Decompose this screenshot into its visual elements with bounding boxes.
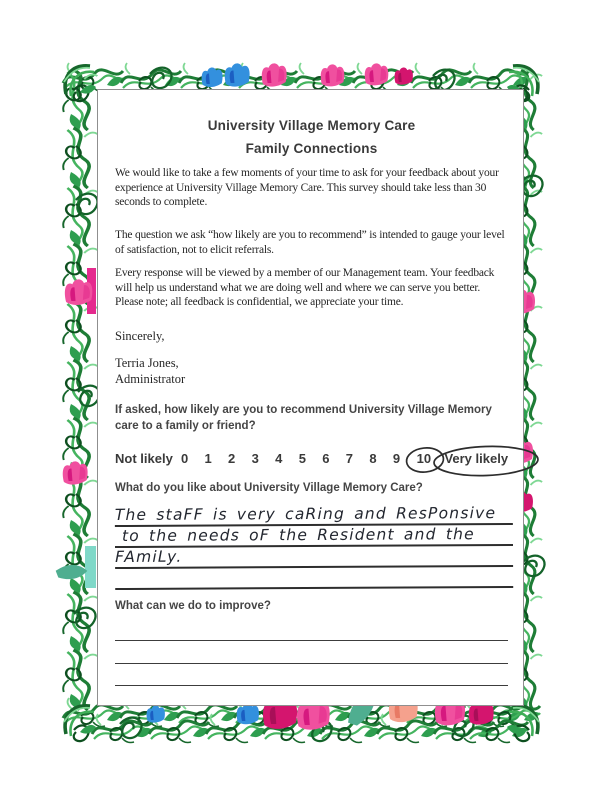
scale-value-7: 7	[345, 450, 354, 466]
scale-value-0: 0	[180, 450, 189, 466]
improve-question: What can we do to improve?	[115, 600, 271, 612]
handwritten-answer	[115, 504, 508, 590]
intro-paragraph-3: Every response will be viewed by a member of our Management team. Your feedback will help us understand what we are doing well and where we can serve you better. Please note; all feedback is confidential, we appreciate your time.	[115, 267, 495, 308]
form-title-line1: University Village Memory Care	[207, 118, 416, 133]
survey-form-panel	[97, 89, 524, 706]
scale-value-5: 5	[298, 450, 306, 466]
scale-value-6: 6	[322, 450, 330, 466]
scale-value-8: 8	[369, 450, 377, 466]
scale-value-3: 3	[251, 450, 259, 466]
administrator-name: Terria Jones,	[115, 356, 179, 370]
intro-paragraph-2: The question we ask “how likely are you to recommend” is intended to gauge your level of satisfaction, not to elicit referrals.	[115, 229, 505, 256]
like-question: What do you like about University Village Memory Care?	[115, 482, 423, 494]
scale-value-10-circled: 10	[415, 451, 432, 466]
closing-name-role	[115, 355, 508, 387]
intro-paragraph-1: We would like to take a few moments of your time to ask for your feedback about your experience at University Village Memory Care. This survey should take less than 30 seconds to complete.	[115, 167, 499, 208]
handwritten-line-3: FAmiLy.	[115, 546, 513, 569]
form-title-line2: Family Connections	[245, 141, 378, 156]
rating-scale	[115, 446, 508, 470]
scale-value-4: 4	[275, 450, 283, 466]
handwritten-line-2: to the needs oF the Resident and the	[115, 525, 513, 548]
handwritten-line-1: The staFF is very caRing and ResPonsive	[115, 504, 513, 527]
answer-line-1	[115, 618, 508, 641]
scale-value-1: 1	[204, 450, 212, 466]
recommend-question: If asked, how likely are you to recommend University Village Memory care to a family or friend?	[115, 404, 492, 432]
scale-left-label: Not likely	[115, 450, 173, 466]
answer-line-2	[115, 641, 508, 664]
scale-value-9: 9	[392, 450, 401, 466]
answer-line-3	[115, 664, 508, 686]
closing-salutation: Sincerely,	[115, 329, 165, 343]
handwritten-line-4-blank	[115, 567, 513, 590]
scale-value-2: 2	[228, 450, 236, 466]
improve-answer-area	[115, 618, 508, 686]
scale-right-label-circled: Very likely	[444, 451, 508, 466]
administrator-role: Administrator	[115, 372, 186, 386]
